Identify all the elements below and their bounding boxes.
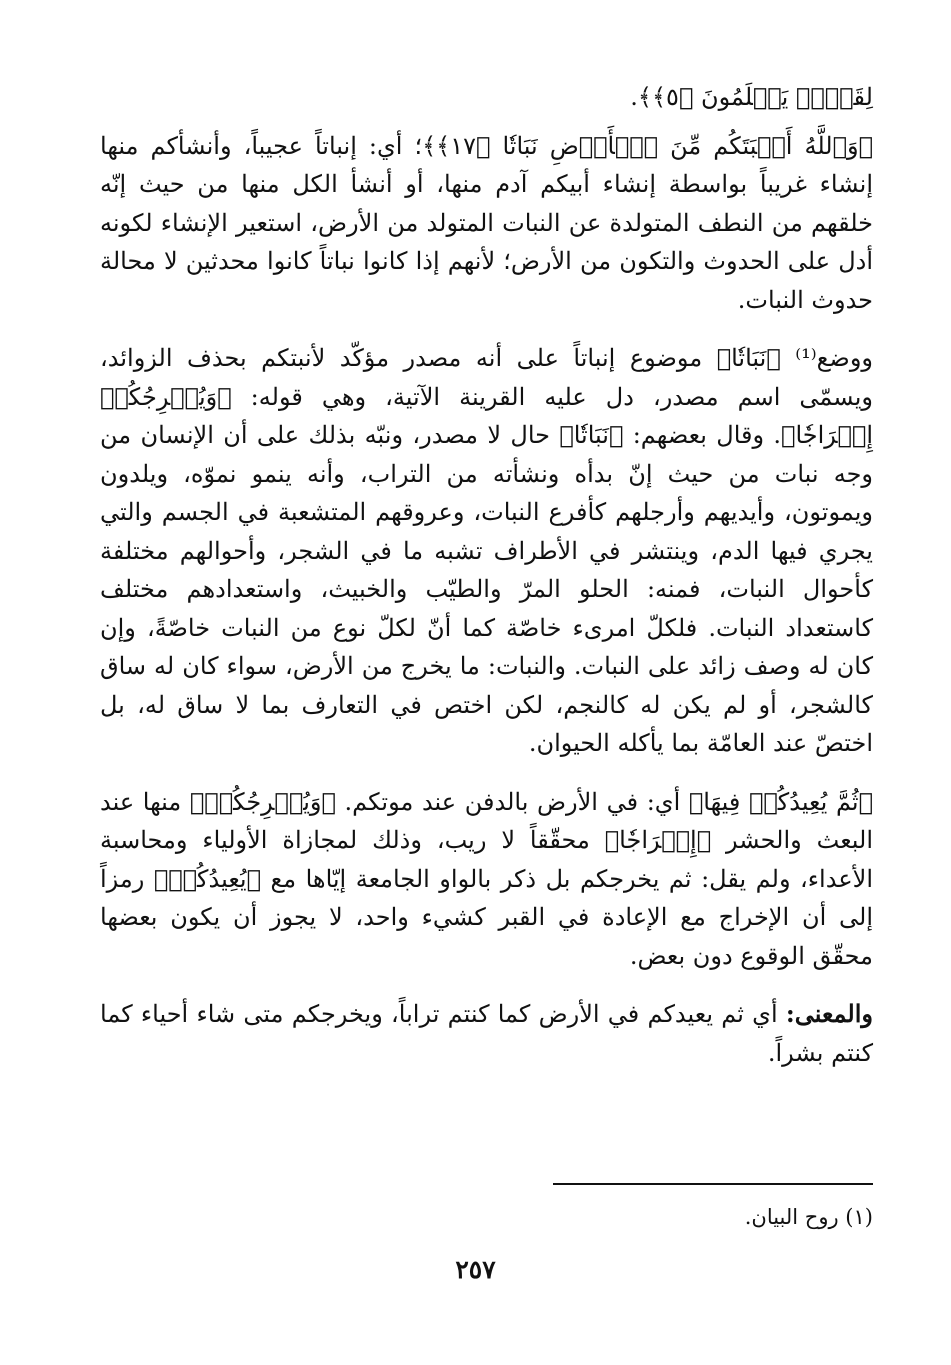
paragraph-3: ﴿ثُمَّ يُعِيدُكُمۡ فِيهَا﴾ أي: في الأرض بالدفن عند موتكم. ﴿وَيُخۡرِجُكُمۡ﴾ منها عند البعث والحشر ﴿إِخۡرَاجٗا﴾ محقّقاً لا ريب، وذلك لمجازاة الأولياء ومحاسبة الأعداء، ولم يقل: ثم يخرجكم بل ذكر بالواو الجامعة إيّاها مع ﴿يُعِيدُكُمۡ﴾ رمزاً إلى أن الإخراج مع الإعادة في القبر كشيء واحد، لا يجوز أن يكون بعضها محقّق الوقوع دون بعض.: [100, 787, 873, 970]
meaning-text: أي ثم يعيدكم في الأرض كما كنتم تراباً، ويخرجكم متى شاء أحياء كما كنتم بشراً.: [100, 1000, 873, 1067]
footnote-divider: [553, 1183, 873, 1185]
page-body: [100, 78, 873, 1092]
verse-ending-line: لِقَوۡمٖ يَعۡلَمُونَ ﴿٥﴾﴾.: [630, 83, 873, 111]
meaning-label: والمعنى:: [785, 999, 873, 1028]
meaning-paragraph: [100, 995, 873, 1072]
footnote: (١) روح البيان.: [744, 1205, 873, 1229]
paragraph-1: ﴿وَٱللَّهُ أَنۢبَتَكُم مِّنَ ٱلۡأَرۡضِ نَبَاتٗا ﴿١٧﴾﴾؛ أي: إنباتاً عجيباً، وأنشأكم منها إنشاء غريباً بواسطة إنشاء أبيكم آدم منها، أو أنشأ الكل منها من حيث إنّه خلقهم من النطف المتولدة عن النبات المتولد من الأرض، استعير الإنشاء لكونه أدل على الحدوث والتكون من الأرض؛ لأنهم إذا كانوا نباتاً كانوا محدثين لا محالة حدوث النبات.: [100, 131, 873, 314]
page-number: ٢٥٧: [455, 1255, 496, 1284]
paragraph-2: ووضع⁽¹⁾ ﴿نَبَاتٗا﴾ موضوع إنباتاً على أنه مصدر مؤكّد لأنبتكم بحذف الزوائد، ويسمّى اسم مصدر، دل عليه القرينة الآتية، وهي قوله: ﴿وَيُخۡرِجُكُمۡ إِخۡرَاجٗا﴾. وقال بعضهم: ﴿نَبَاتٗا﴾ حال لا مصدر، ونبّه بذلك على أن الإنسان من وجه نبات من حيث إنّ بدأه ونشأته من التراب، وأنه ينمو نموّه، ويلدون ويموتون، وأيديهم وأرجلهم كأفرع النبات، وعروقهم المتشعبة في الجسم والتي يجري فيها الدم، وينتشر في الأطراف تشبه ما في الشجر، وأحوالهم مختلفة كأحوال النبات، فمنه: الحلو المرّ والطيّب والخبيث، واستعدادهم مختلف كاستعداد النبات. فلكلّ امرىء خاصّة كما أنّ لكلّ نوع من النبات خاصّةً، وإن كان له وصف زائد على النبات. والنبات: ما يخرج من الأرض، سواء كان له ساق كالشجر، أو لم يكن له كالنجم، لكن اختص في التعارف بما لا ساق له، بل اختصّ عند العامّة بما يأكله الحيوان.: [100, 344, 873, 757]
